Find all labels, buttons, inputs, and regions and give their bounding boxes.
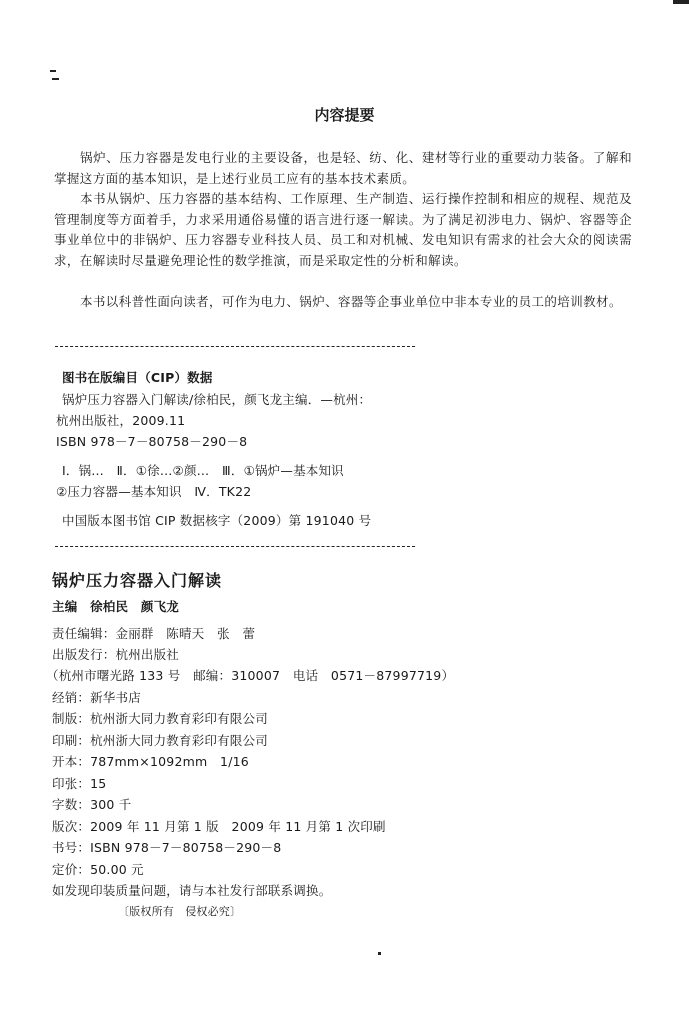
detail-line: 印刷：杭州浙大同力教育彩印有限公司 — [52, 733, 268, 748]
detail-line: 版次：2009 年 11 月第 1 版 2009 年 11 月第 1 次印刷 — [52, 819, 386, 834]
divider — [55, 546, 415, 547]
cip-classification: Ⅰ．锅… Ⅱ．①徐…②颜… Ⅲ．①锅炉—基本知识 — [62, 463, 344, 478]
cip-heading: 图书在版编目（CIP）数据 — [62, 370, 213, 385]
cip-core-number: 中国版本图书馆 CIP 数据核字（2009）第 191040 号 — [62, 513, 372, 528]
detail-line: （杭州市曙光路 133 号 邮编：310007 电话 0571－87997719） — [46, 668, 455, 683]
copyright-notice: 〔版权所有 侵权必究〕 — [118, 905, 242, 918]
scan-mark — [673, 0, 689, 4]
detail-line: 书号：ISBN 978－7－80758－290－8 — [52, 840, 282, 855]
summary-paragraph-1: 锅炉、压力容器是发电行业的主要设备，也是轻、纺、化、建材等行业的重要动力装备。了解和掌握这方面的基本知识，是上述行业员工应有的基本技术素质。 — [54, 150, 632, 186]
detail-line: 定价：50.00 元 — [52, 862, 144, 877]
detail-line: 字数：300 千 — [52, 797, 132, 812]
detail-line: 经销：新华书店 — [52, 690, 141, 705]
book-title: 锅炉压力容器入门解读 — [52, 571, 223, 590]
summary-paragraph-3: 本书以科普性面向读者，可作为电力、锅炉、容器等企事业单位中非本专业的员工的培训教材。 — [80, 294, 622, 309]
detail-line: 如发现印装质量问题，请与本社发行部联系调换。 — [52, 883, 332, 898]
summary-title: 内容提要 — [314, 106, 375, 124]
cip-line: 杭州出版社，2009.11 — [56, 413, 186, 428]
detail-line: 制版：杭州浙大同力教育彩印有限公司 — [52, 711, 268, 726]
detail-line: 印张：15 — [52, 776, 107, 791]
cip-line: 锅炉压力容器入门解读/徐柏民，颜飞龙主编．—杭州： — [62, 392, 372, 407]
summary-paragraph-2: 本书从锅炉、压力容器的基本结构、工作原理、生产制造、运行操作控制和相应的规程、规范及管理制度等方面着手，力求采用通俗易懂的语言进行逐一解读。为了满足初涉电力、锅炉、容器等企事业单位中的非锅炉、压力容器专业科技人员、员工和对机械、发电知识有需求的社会大众的阅读需求，在解读时尽量避免理论性的数学推演，而是采取定性的分析和解读。 — [54, 191, 632, 268]
divider — [55, 346, 415, 347]
scan-mark — [378, 952, 381, 955]
detail-line: 出版发行：杭州出版社 — [52, 647, 180, 662]
scan-mark — [50, 70, 56, 72]
cip-classification: ②压力容器—基本知识 Ⅳ．TK22 — [56, 484, 252, 499]
scan-mark — [52, 78, 59, 80]
detail-line: 责任编辑：金丽群 陈晴天 张 蕾 — [52, 626, 256, 641]
detail-line: 开本：787mm×1092mm 1/16 — [52, 754, 249, 769]
book-editors: 主编 徐柏民 颜飞龙 — [52, 599, 180, 614]
cip-isbn: ISBN 978－7－80758－290－8 — [56, 434, 248, 449]
